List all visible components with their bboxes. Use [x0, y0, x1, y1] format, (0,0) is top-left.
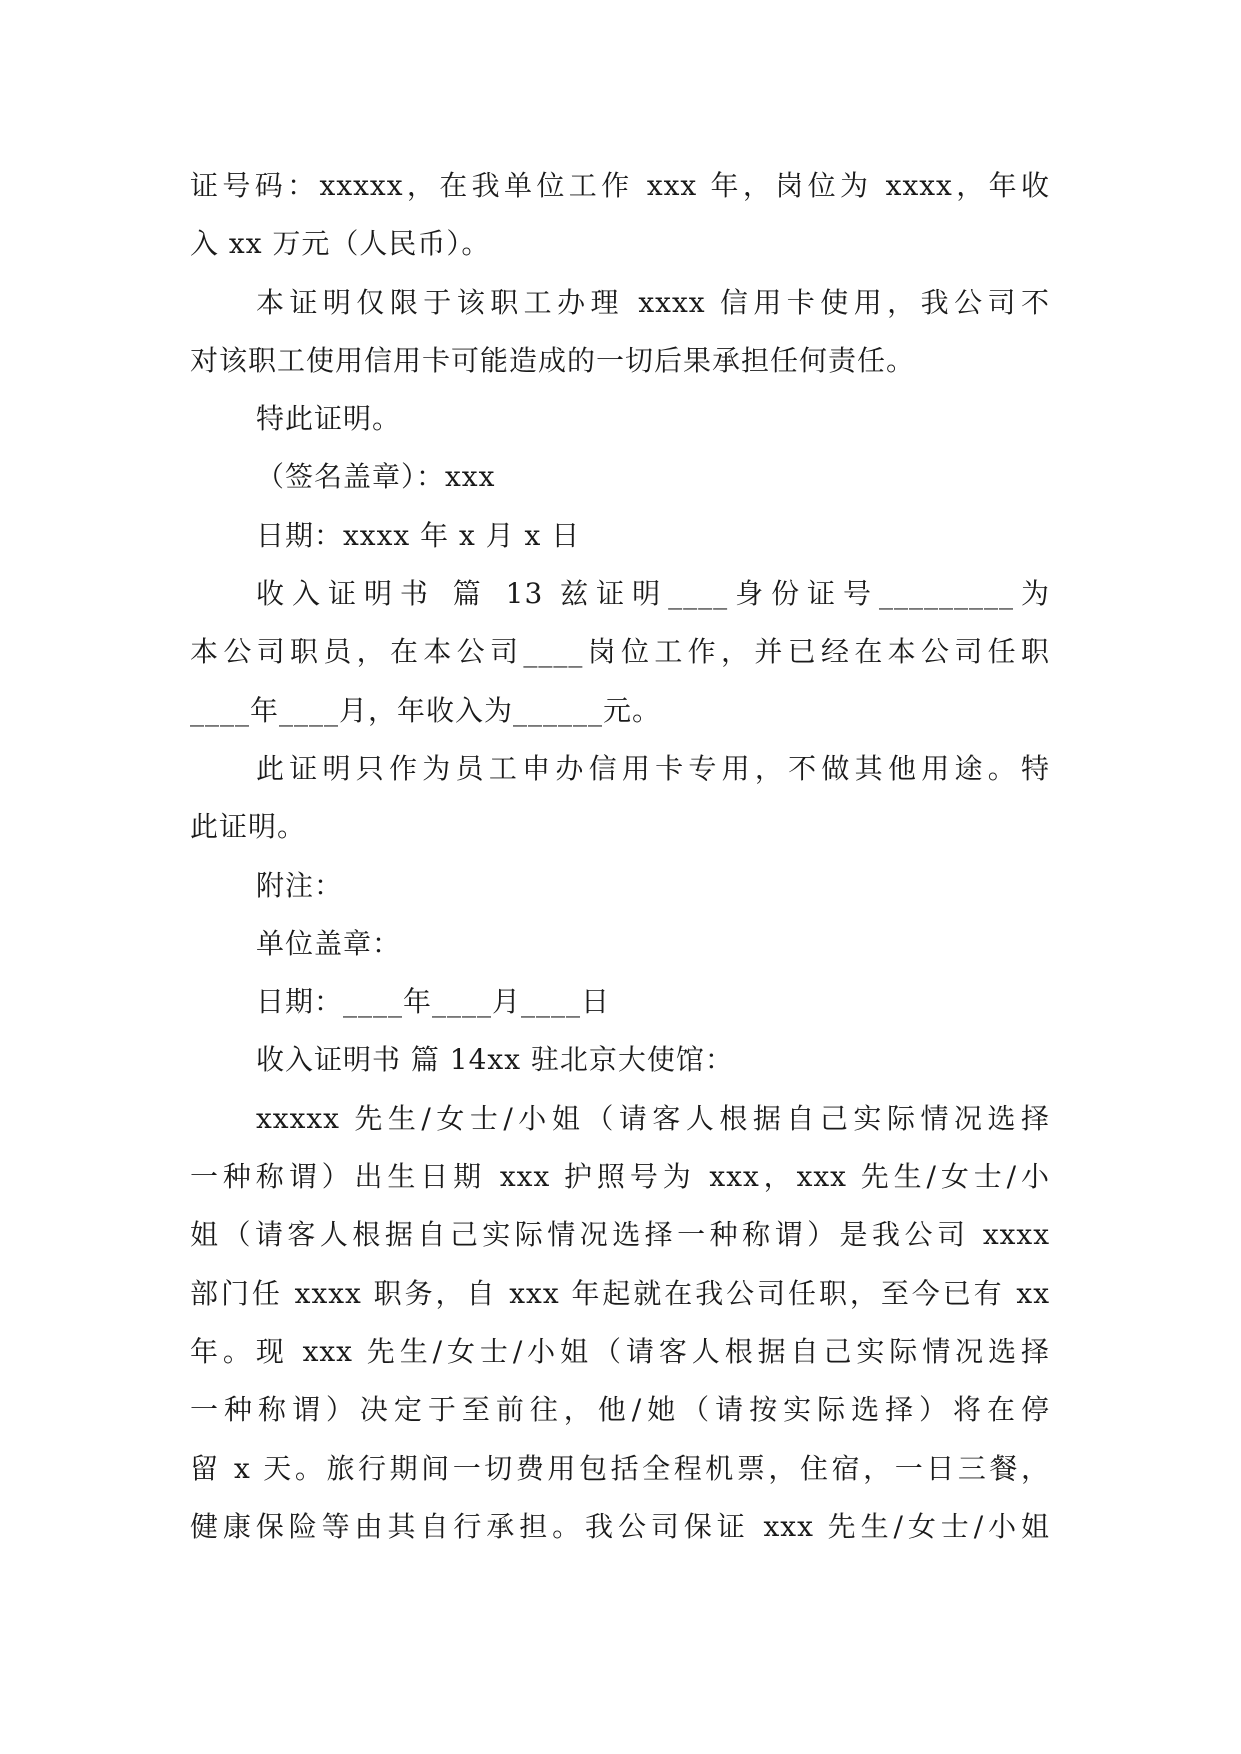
text-line: 健康保险等由其自行承担。我公司保证 xxx 先生/女士/小姐 [190, 1509, 1050, 1543]
closing-line: 特此证明。 [256, 402, 402, 436]
stamp-label: 单位盖章： [256, 926, 402, 960]
text-line: 入 xx 万元（人民币）。 [190, 227, 491, 261]
text-line: 证号码：xxxxx，在我单位工作 xxx 年，岗位为 xxxx，年收 [190, 169, 1050, 202]
text-line: 年。现 xxx 先生/女士/小姐（请客人根据自己实际情况选择 [190, 1334, 1050, 1368]
text-line: 一种称谓）决定于至前往，他/她（请按实际选择）将在停 [190, 1393, 1050, 1427]
text-line: 对该职工使用信用卡可能造成的一切后果承担任何责任。 [190, 343, 916, 377]
date-line: 日期：xxxx 年 x 月 x 日 [256, 518, 581, 552]
signature-line: （签名盖章）：xxx [256, 460, 496, 494]
date-line: 日期：____年____月____日 [256, 985, 611, 1019]
note-label: 附注： [256, 868, 344, 902]
text-line: 姐（请客人根据自己实际情况选择一种称谓）是我公司 xxxx [190, 1218, 1050, 1252]
paragraph-line: xxxxx 先生/女士/小姐（请客人根据自己实际情况选择 [256, 1101, 1050, 1135]
section-heading-line: 收入证明书 篇 13 兹证明____身份证号_________为 [256, 577, 1050, 611]
text-line: 一种称谓）出生日期 xxx 护照号为 xxx，xxx 先生/女士/小 [190, 1160, 1050, 1194]
text-line: 本公司职员，在本公司____岗位工作，并已经在本公司任职 [190, 635, 1050, 669]
text-line: 部门任 xxxx 职务，自 xxx 年起就在我公司任职，至今已有 xx [190, 1276, 1050, 1310]
text-line: ____年____月，年收入为______元。 [190, 693, 662, 727]
text-line: 留 x 天。旅行期间一切费用包括全程机票，住宿，一日三餐， [190, 1451, 1050, 1485]
document-body [190, 157, 1050, 1556]
paragraph-line: 此证明只作为员工申办信用卡专用，不做其他用途。特 [256, 751, 1050, 785]
text-line: 此证明。 [190, 810, 307, 844]
section-heading-line: 收入证明书 篇 14xx 驻北京大使馆： [256, 1043, 734, 1077]
paragraph-line: 本证明仅限于该职工办理 xxxx 信用卡使用，我公司不 [256, 285, 1050, 319]
